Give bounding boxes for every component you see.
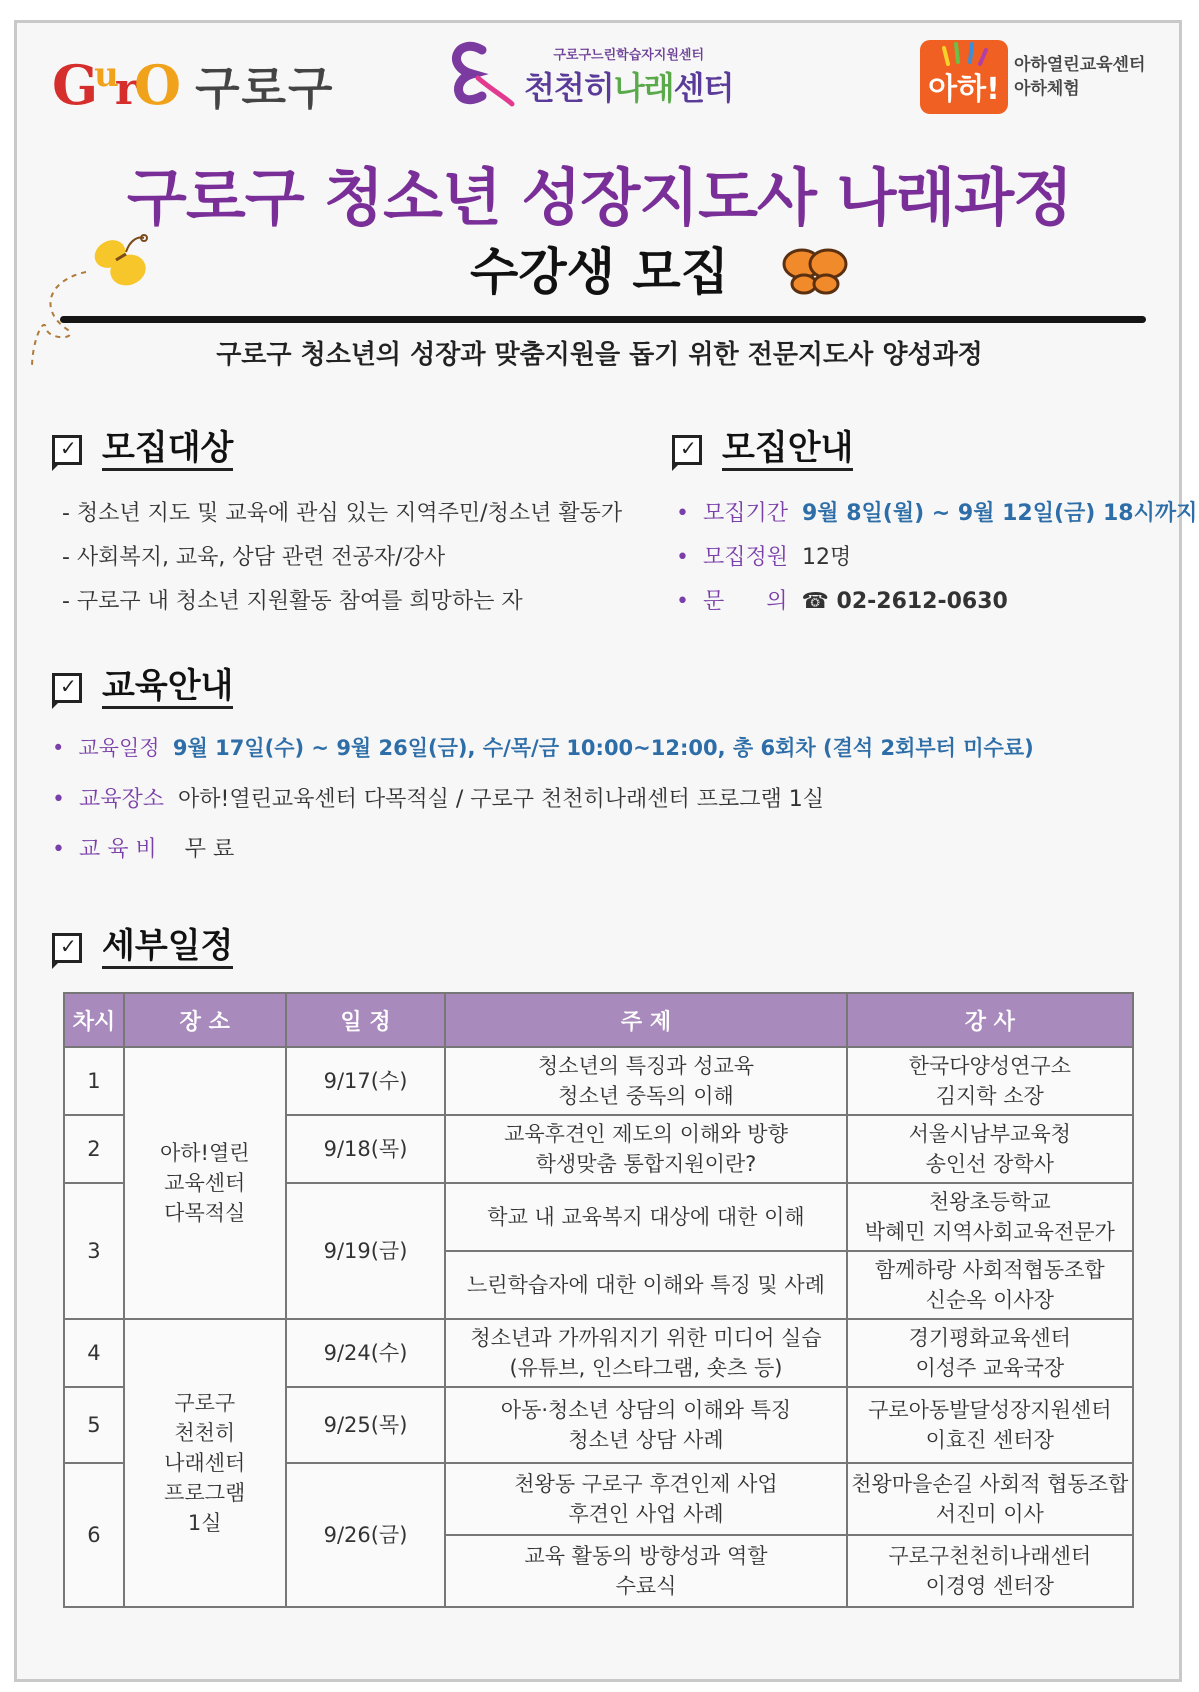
place-label: 교육장소 (78, 787, 164, 812)
row-lecturer (847, 1535, 1133, 1607)
lecturer-line: 이효진 센터장 (925, 1428, 1054, 1452)
place-line: 천천히 (174, 1421, 236, 1445)
nare-center-logo (448, 40, 733, 112)
row-lecturer (847, 1047, 1133, 1115)
section-recruit-info (672, 428, 853, 471)
place-line: 1실 (187, 1511, 222, 1535)
checkbox-icon: ✓ (672, 435, 702, 465)
section-title: 세부일정 (102, 926, 233, 969)
topic-line: 교육후견인 제도의 이해와 방향 (504, 1122, 788, 1146)
table-row (64, 1047, 1133, 1115)
topic-line: 학생맞춤 통합지원이란? (535, 1152, 757, 1176)
row-lecturer (847, 1319, 1133, 1387)
target-item: - 구로구 내 청소년 지원활동 참여를 희망하는 자 (62, 589, 523, 614)
contact-label: 문 의 (702, 589, 788, 614)
row-lecturer (847, 1251, 1133, 1319)
topic-line: 청소년과 가까워지기 위한 미디어 실습 (470, 1326, 822, 1350)
schedule-table (63, 992, 1134, 1608)
section-title: 모집안내 (722, 428, 853, 471)
capacity-label: 모집정원 (702, 545, 788, 570)
guro-mark-icon: $G^urO$ (52, 53, 178, 117)
header-topic: 주 제 (445, 993, 846, 1047)
title-divider (60, 316, 1146, 323)
lecturer-line: 한국다양성연구소 (908, 1054, 1071, 1078)
center-name-a: 천천히 (524, 68, 614, 107)
schedule-value: 9월 17일(수) ~ 9월 26일(금), 수/목/금 10:00~12:00, 총 6회차 (결석 2회부터 미수료) (172, 736, 1034, 760)
table-header-row (64, 993, 1133, 1047)
guro-name: 구로구 (195, 61, 335, 115)
checkbox-icon: ✓ (52, 673, 82, 703)
capacity-value: 12명 (802, 545, 852, 570)
row-no: 2 (64, 1115, 124, 1183)
target-item: - 청소년 지도 및 교육에 관심 있는 지역주민/청소년 활동가 (62, 501, 623, 526)
center-name-b: 나래 (613, 68, 674, 107)
row-date: 9/19(금) (286, 1183, 446, 1319)
recruit-capacity (676, 540, 851, 571)
lecturer-line: 송인선 장학사 (925, 1152, 1054, 1176)
education-fee (52, 832, 234, 863)
aha-mark (920, 40, 1008, 114)
lecturer-line: 이성주 교육국장 (915, 1356, 1065, 1380)
center-name-c: 센터 (673, 68, 734, 107)
row-lecturer (847, 1115, 1133, 1183)
table-row (64, 1319, 1133, 1387)
row-no: 6 (64, 1463, 124, 1607)
fee-label: 교 육 비 (78, 837, 157, 862)
section-recruit-target (52, 428, 233, 471)
checkbox-icon: ✓ (52, 933, 82, 963)
section-title: 교육안내 (102, 666, 233, 709)
aha-mark-text: 아하! (928, 72, 1000, 107)
lecturer-line: 구로아동발달성장지원센터 (868, 1398, 1112, 1422)
place-value: 아하!열린교육센터 다목적실 / 구로구 천천히나래센터 프로그램 1실 (178, 787, 824, 812)
fee-value: 무 료 (184, 837, 235, 862)
row-topic (445, 1387, 846, 1463)
lecturer-line: 서울시남부교육청 (908, 1122, 1071, 1146)
target-item: - 사회복지, 교육, 상담 관련 전공자/강사 (62, 545, 446, 570)
header-date: 일 정 (286, 993, 446, 1047)
period-label: 모집기간 (702, 501, 788, 526)
contact-value: ☎ 02-2612-0630 (801, 589, 1008, 614)
row-topic (445, 1183, 846, 1251)
sub-title: 수강생 모집 (470, 243, 729, 301)
recruit-contact (676, 584, 1008, 615)
education-schedule (52, 732, 1034, 762)
header-place: 장 소 (124, 993, 286, 1047)
place-line: 프로그램 (164, 1481, 246, 1505)
row-topic (445, 1535, 846, 1607)
row-topic (445, 1047, 846, 1115)
row-topic (445, 1319, 846, 1387)
row-date: 9/24(수) (286, 1319, 446, 1387)
place-cell (124, 1319, 286, 1607)
topic-line: 교육 활동의 방향성과 역할 (524, 1544, 768, 1568)
lecturer-line: 서진미 이사 (935, 1502, 1044, 1526)
bullet-icon: • (676, 501, 689, 526)
place-line: 아하!열린 (159, 1141, 250, 1165)
guro-logo (52, 52, 334, 118)
education-place (52, 782, 824, 813)
row-date: 9/18(목) (286, 1115, 446, 1183)
schedule-label: 교육일정 (78, 736, 160, 760)
place-cell (124, 1047, 286, 1319)
recruit-period (676, 496, 1197, 527)
row-no: 1 (64, 1047, 124, 1115)
lecturer-line: 신순옥 이사장 (925, 1288, 1054, 1312)
row-no: 3 (64, 1183, 124, 1319)
topic-line: 천왕동 구로구 후견인제 사업 (514, 1472, 778, 1496)
place-line: 구로구 (174, 1391, 236, 1415)
row-topic (445, 1115, 846, 1183)
center-name (524, 63, 733, 109)
bullet-icon: • (52, 736, 65, 760)
topic-line: 느린학습자에 대한 이해와 특징 및 사례 (467, 1273, 825, 1297)
period-value: 9월 8일(월) ~ 9월 12일(금) 18시까지 (802, 501, 1198, 526)
header-lecturer: 강 사 (847, 993, 1133, 1047)
place-line: 다목적실 (164, 1201, 246, 1225)
row-lecturer (847, 1183, 1133, 1251)
place-line: 나래센터 (164, 1451, 246, 1475)
lecturer-line: 박혜민 지역사회교육전문가 (864, 1220, 1115, 1244)
topic-line: (유튜브, 인스타그램, 숏츠 등) (509, 1356, 783, 1380)
topic-line: 학교 내 교육복지 대상에 대한 이해 (487, 1205, 805, 1229)
rays-icon (942, 42, 988, 66)
row-no: 5 (64, 1387, 124, 1463)
bullet-icon: • (676, 545, 689, 570)
topic-line: 수료식 (615, 1574, 677, 1598)
topic-line: 청소년 중독의 이해 (558, 1084, 734, 1108)
main-title: 구로구 청소년 성장지도사 나래과정 (126, 161, 1073, 234)
lecturer-line: 경기평화교육센터 (908, 1326, 1071, 1350)
topic-line: 청소년 상담 사례 (568, 1428, 724, 1452)
bullet-icon: • (52, 837, 65, 862)
topic-line: 청소년의 특징과 성교육 (537, 1054, 755, 1078)
row-date: 9/25(목) (286, 1387, 446, 1463)
aha-line2: 아하체험 (1014, 79, 1080, 99)
row-date: 9/26(금) (286, 1463, 446, 1607)
row-date: 9/17(수) (286, 1047, 446, 1115)
aha-line1: 아하열린교육센터 (1014, 55, 1146, 75)
place-line: 교육센터 (164, 1171, 246, 1195)
lecturer-line: 구로구천천히나래센터 (888, 1544, 1092, 1568)
lecturer-line: 이경영 센터장 (925, 1574, 1054, 1598)
lecturer-line: 천왕마을손길 사회적 협동조합 (851, 1472, 1129, 1496)
row-lecturer (847, 1463, 1133, 1535)
section-detail (52, 926, 233, 969)
butterfly-logo-icon (448, 40, 516, 112)
row-lecturer (847, 1387, 1133, 1463)
section-education (52, 666, 233, 709)
lecturer-line: 함께하랑 사회적협동조합 (874, 1258, 1105, 1282)
lecturer-line: 김지학 소장 (935, 1084, 1044, 1108)
aha-logo (920, 40, 1145, 114)
center-subtitle: 구로구느린학습자지원센터 (553, 47, 705, 63)
course-description: 구로구 청소년의 성장과 맞춤지원을 돕기 위한 전문지도사 양성과정 (216, 340, 983, 370)
checkbox-icon: ✓ (52, 435, 82, 465)
header-no: 차시 (64, 993, 124, 1047)
row-no: 4 (64, 1319, 124, 1387)
topic-line: 아동·청소년 상담의 이해와 특징 (500, 1398, 792, 1422)
bullet-icon: • (52, 787, 65, 812)
row-topic (445, 1463, 846, 1535)
bullet-icon: • (676, 589, 689, 614)
lecturer-line: 천왕초등학교 (928, 1190, 1051, 1214)
topic-line: 후견인 사업 사례 (568, 1502, 724, 1526)
row-topic (445, 1251, 846, 1319)
section-title: 모집대상 (102, 428, 233, 471)
